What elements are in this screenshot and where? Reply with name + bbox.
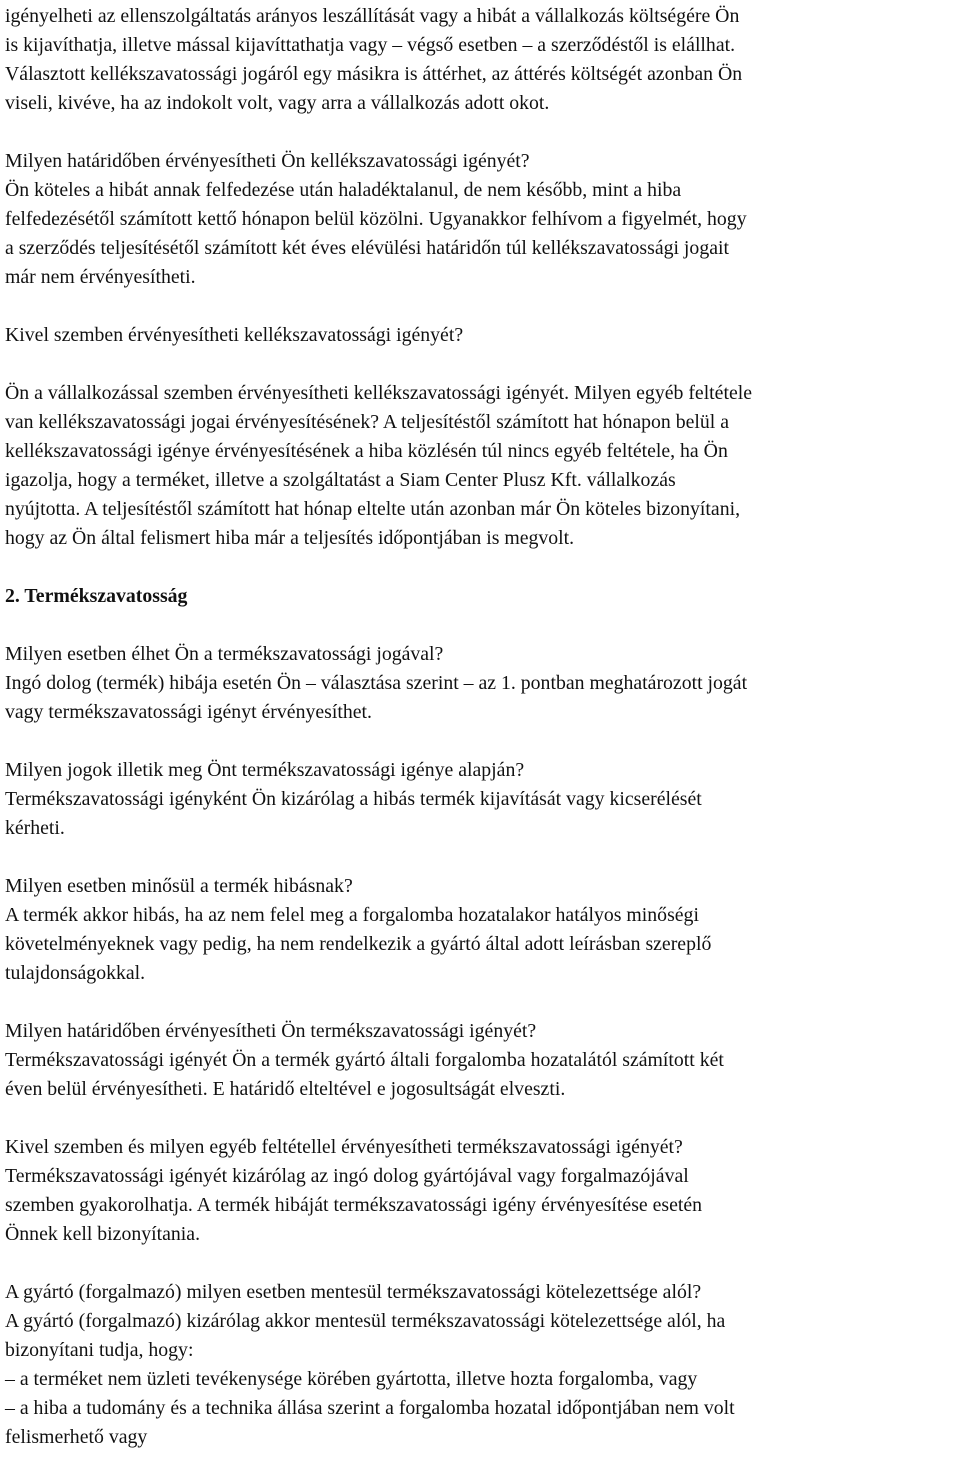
paragraph-spacer	[5, 350, 955, 379]
paragraph-product-against-whom	[5, 1133, 955, 1249]
paragraph-spacer	[5, 553, 955, 582]
text-line: a szerződés teljesítésétől számított két éves elévülési határidőn túl kellékszavatossági jogait	[5, 237, 729, 259]
text-line: nyújtotta. A teljesítéstől számított hat hónap eltelte után azonban már Ön köteles bizonyítani,	[5, 498, 741, 520]
text-line: vagy termékszavatossági igényt érvényesíthet.	[5, 701, 372, 723]
text-line: Termékszavatossági igényét kizárólag az ingó dolog gyártójával vagy forgalmazójával	[5, 1165, 689, 1187]
text-line: Milyen esetben élhet Ön a termékszavatossági jogával?	[5, 643, 444, 665]
paragraph-intro	[5, 2, 955, 118]
paragraph-defective	[5, 872, 955, 988]
text-line: A termék akkor hibás, ha az nem felel meg a forgalomba hozatalakor hatályos minőségi	[5, 904, 699, 926]
paragraph-rights	[5, 756, 955, 843]
section-title: 2. Termékszavatosság	[5, 585, 188, 607]
paragraph-against-whom	[5, 321, 955, 350]
text-line: is kijavíthatja, illetve mással kijavíttathatja vagy – végső esetben – a szerződéstől is elállhat.	[5, 34, 736, 56]
document-body	[5, 2, 955, 1452]
paragraph-spacer	[5, 727, 955, 756]
text-line: Ingó dolog (termék) hibája esetén Ön – választása szerint – az 1. pontban meghatározott jogát	[5, 672, 748, 694]
text-line: – a terméket nem üzleti tevékenysége körében gyártotta, illetve hozta forgalomba, vagy	[5, 1368, 698, 1390]
text-line: Választott kellékszavatossági jogáról egy másikra is áttérhet, az áttérés költségét azonban Ön	[5, 63, 743, 85]
text-line: Ön köteles a hibát annak felfedezése után haladéktalanul, de nem később, mint a hiba	[5, 179, 682, 201]
paragraph-when-use	[5, 640, 955, 727]
paragraph-spacer	[5, 1104, 955, 1133]
section-heading	[5, 582, 955, 611]
text-line: van kellékszavatossági jogai érvényesítésének? A teljesítéstől számított hat hónapon belül a	[5, 411, 730, 433]
text-line: Milyen esetben minősül a termék hibásnak?	[5, 875, 353, 897]
text-line: A gyártó (forgalmazó) milyen esetben mentesül termékszavatossági kötelezettsége alól?	[5, 1281, 702, 1303]
text-line: követelményeknek vagy pedig, ha nem rendelkezik a gyártó által adott leírásban szereplő	[5, 933, 712, 955]
text-line: igazolja, hogy a terméket, illetve a szolgáltatást a Siam Center Plusz Kft. vállalkozás	[5, 469, 676, 491]
paragraph-spacer	[5, 988, 955, 1017]
paragraph-deadline	[5, 147, 955, 292]
text-line: Önnek kell bizonyítania.	[5, 1223, 201, 1245]
text-line: A gyártó (forgalmazó) kizárólag akkor mentesül termékszavatossági kötelezettsége alól, ha	[5, 1310, 726, 1332]
text-line: felismerhető vagy	[5, 1426, 148, 1448]
paragraph-spacer	[5, 843, 955, 872]
text-line: igényelheti az ellenszolgáltatás arányos leszállítását vagy a hibát a vállalkozás költségére Ön	[5, 5, 740, 27]
text-line: – a hiba a tudomány és a technika állása szerint a forgalomba hozatal időpontjában nem volt	[5, 1397, 735, 1419]
text-line: Termékszavatossági igényként Ön kizárólag a hibás termék kijavítását vagy kicserélését	[5, 788, 702, 810]
text-line: Milyen jogok illetik meg Önt termékszavatossági igénye alapján?	[5, 759, 525, 781]
text-line: Milyen határidőben érvényesítheti Ön termékszavatossági igényét?	[5, 1020, 537, 1042]
text-line: Ön a vállalkozással szemben érvényesítheti kellékszavatossági igényét. Milyen egyéb feltétele	[5, 382, 753, 404]
text-line: tulajdonságokkal.	[5, 962, 146, 984]
paragraph-spacer	[5, 611, 955, 640]
text-line: viseli, kivéve, ha az indokolt volt, vagy arra a vállalkozás adott okot.	[5, 92, 550, 114]
paragraph-spacer	[5, 118, 955, 147]
paragraph-spacer	[5, 292, 955, 321]
text-line: már nem érvényesítheti.	[5, 266, 196, 288]
paragraph-spacer	[5, 1249, 955, 1278]
text-line: felfedezésétől számított kettő hónapon belül közölni. Ugyanakkor felhívom a figyelmét, hogy	[5, 208, 747, 230]
text-line: hogy az Ön által felismert hiba már a teljesítés időpontjában is megvolt.	[5, 527, 575, 549]
paragraph-exemption	[5, 1278, 955, 1452]
text-line: Milyen határidőben érvényesítheti Ön kellékszavatossági igényét?	[5, 150, 530, 172]
text-line: bizonyítani tudja, hogy:	[5, 1339, 194, 1361]
text-line: Kivel szemben és milyen egyéb feltétellel érvényesítheti termékszavatossági igényét?	[5, 1136, 683, 1158]
text-line: szemben gyakorolhatja. A termék hibáját termékszavatossági igény érvényesítése esetén	[5, 1194, 703, 1216]
paragraph-product-deadline	[5, 1017, 955, 1104]
paragraph-conditions	[5, 379, 955, 553]
text-line: éven belül érvényesítheti. E határidő elteltével e jogosultságát elveszti.	[5, 1078, 566, 1100]
text-line: kérheti.	[5, 817, 65, 839]
text-line: kellékszavatossági igénye érvényesítésének a hiba közlésén túl nincs egyéb feltétele, ha Ön	[5, 440, 728, 462]
text-line: Kivel szemben érvényesítheti kellékszavatossági igényét?	[5, 324, 464, 346]
text-line: Termékszavatossági igényét Ön a termék gyártó általi forgalomba hozatalától számított két	[5, 1049, 724, 1071]
